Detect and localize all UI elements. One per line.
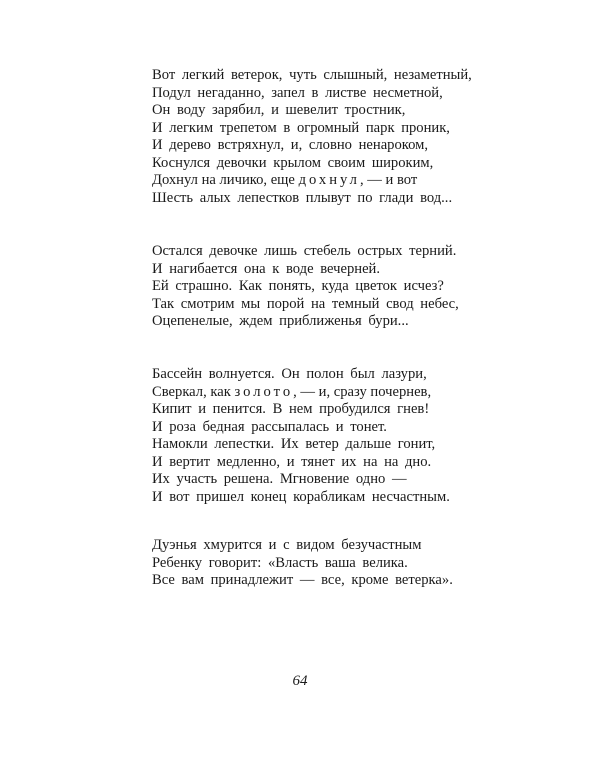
poem-line: Ребенку говорит: «Власть ваша велика. — [152, 554, 408, 571]
poem-line — [152, 172, 512, 190]
spaced-word: золото — [234, 383, 294, 400]
poem-line: Остался девочке лишь стебель острых терний. — [152, 243, 457, 259]
poem-line: Так смотрим мы порой на темный свод небес, — [152, 295, 459, 312]
poem-line: Ей страшно. Как понять, куда цветок исчез? — [152, 278, 444, 294]
stanza-1 — [152, 67, 512, 207]
poem-line: И вертит медленно, и тянет их на на дно. — [152, 453, 432, 470]
poem-line: Дуэнья хмурится и с видом безучастным — [152, 537, 422, 553]
poem-line: И роза бедная рассыпалась и тонет. — [152, 418, 387, 435]
page-number: 64 — [292, 673, 308, 689]
poem-line: Вот легкий ветерок, чуть слышный, незаметный, — [152, 67, 472, 83]
poem-line: Кипит и пенится. В нем пробудился гнев! — [152, 401, 430, 417]
line-text: Дохнул на личико, еще — [152, 172, 295, 188]
stanza-3 — [152, 366, 512, 506]
poem-line: Все вам принадлежит — все, кроме ветерка». — [152, 572, 453, 588]
spaced-word: дохнул — [298, 172, 360, 188]
poem-line: И легким трепетом в огромный парк проник, — [152, 119, 450, 136]
stanza-4 — [152, 537, 512, 590]
poem-line: И вот пришел конец корабликам несчастным. — [152, 488, 450, 505]
line-text: , — и вот — [359, 172, 418, 188]
poem-line: Он воду зарябил, и шевелит тростник, — [152, 102, 406, 118]
line-text: , — и, сразу почернев, — [293, 383, 432, 400]
poem-line: Их участь решена. Мгновение одно — — [152, 471, 407, 487]
poem-line: И нагибается она к воде вечерней. — [152, 260, 381, 277]
poem-line: Бассейн волнуется. Он полон был лазури, — [152, 366, 427, 382]
line-text: Сверкал, как — [152, 383, 231, 400]
poem-line: Оцепенелые, ждем приближенья бури... — [152, 313, 409, 329]
poem-line: Коснулся девочки крылом своим широким, — [152, 154, 434, 171]
stanza-2 — [152, 243, 512, 331]
poem-line: Подул негаданно, запел в листве несметной, — [152, 84, 443, 101]
poem-line: Шесть алых лепестков плывут по глади вод... — [152, 189, 453, 206]
poem-line: И дерево встряхнул, и, словно ненароком, — [152, 137, 429, 153]
poem-line: Намокли лепестки. Их ветер дальше гонит, — [152, 436, 436, 452]
poem-line — [152, 384, 512, 402]
